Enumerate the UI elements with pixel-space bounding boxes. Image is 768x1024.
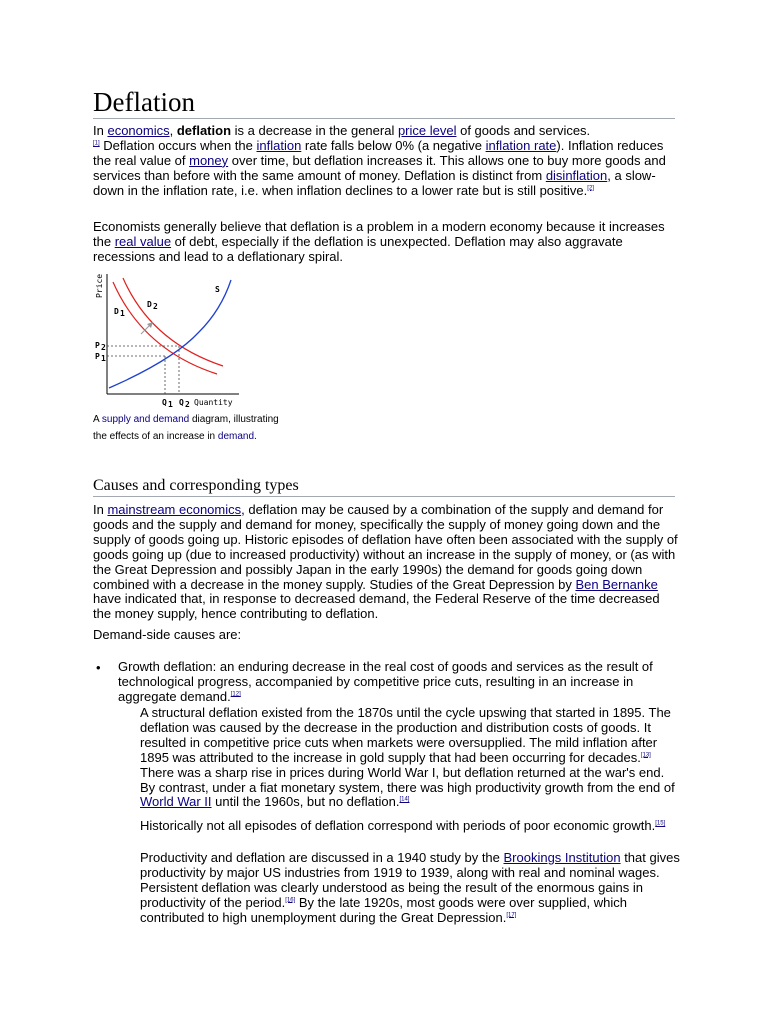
supply-label: S xyxy=(215,285,220,294)
svg-text:D: D xyxy=(114,307,119,316)
text: have indicated that, in response to decreased demand, the Federal Reserve of the time decreased the money supply, hence contributing to deflation. xyxy=(93,591,660,622)
link-disinflation[interactable]: disinflation xyxy=(545,167,608,183)
d1-label xyxy=(114,307,125,318)
text: A xyxy=(93,414,102,425)
citation-12[interactable]: [12] xyxy=(230,691,241,698)
q1-label xyxy=(162,398,173,409)
svg-text:D: D xyxy=(147,300,152,309)
link-ben-bernanke[interactable]: Ben Bernanke xyxy=(575,576,658,592)
text: There was a sharp rise in prices during World War I, but deflation returned at the war's end. By contrast, under a fiat monetary system, there was high productivity growth from the end of xyxy=(140,764,675,795)
text: Deflation occurs when the xyxy=(99,137,257,153)
text: , a slow-down in the inflation rate, i.e. when inflation declines to a lower rate but is still positive. xyxy=(93,167,656,198)
economists-paragraph xyxy=(93,220,678,265)
link-price-level[interactable]: price level xyxy=(397,123,457,138)
link-supply-and-demand[interactable]: supply and demand xyxy=(101,414,190,425)
text: rate falls below 0% (a negative xyxy=(301,137,486,153)
diagram-caption xyxy=(93,412,308,445)
text: Historically not all episodes of deflation correspond with periods of poor economic growth. xyxy=(140,818,656,833)
text: the effects of an increase in xyxy=(93,430,218,442)
page-title: Deflation xyxy=(93,86,675,119)
text: of debt, especially if the deflation is unexpected. Deflation may also aggravate recessions and lead to a deflationary spiral. xyxy=(93,233,623,264)
demand-side-intro: Demand-side causes are: xyxy=(93,627,242,642)
link-money[interactable]: money xyxy=(189,152,229,168)
q2-label xyxy=(179,398,190,409)
svg-text:2: 2 xyxy=(153,302,158,311)
quantity-axis-label: Quantity xyxy=(194,398,233,407)
supply-curve xyxy=(109,280,231,388)
svg-text:P: P xyxy=(95,341,100,350)
bold-term: deflation xyxy=(176,123,232,138)
text: Growth deflation: an enduring decrease in the real cost of goods and services as the result of technological progress, accompanied by competitive price cuts, resulting in an increase in aggregate demand. xyxy=(118,659,653,704)
svg-text:1: 1 xyxy=(168,400,173,409)
text: A structural deflation existed from the 1870s until the cycle upswing that started in 1895. The deflation was caused by the decrease in the production and distribution costs of goods. It resulted in competitive price cuts when markets were oversupplied. The mild inflation after 1895 was attributed to the increase in gold supply that had been occurring for decades. xyxy=(140,705,671,765)
svg-text:2: 2 xyxy=(185,400,190,409)
text: Productivity and deflation are discussed in a 1940 study by the xyxy=(140,850,504,865)
svg-text:1: 1 xyxy=(101,354,106,363)
text: diagram, illustrating xyxy=(189,414,279,425)
p1-label xyxy=(95,352,106,363)
svg-text:2: 2 xyxy=(101,343,106,352)
text: over time, but deflation increases it. This allows one to buy more goods and services than before with the same amount of money. Deflation is distinct from xyxy=(93,152,666,183)
intro-paragraph xyxy=(93,124,678,199)
link-brookings-institution[interactable]: Brookings Institution xyxy=(503,850,621,865)
text: that gives productivity by major US industries from 1919 to 1939, along with real and nominal wages. Persistent deflation was clearly understood as being the result of the enormous gains in productivity of the period. xyxy=(140,850,680,910)
link-inflation[interactable]: inflation xyxy=(256,137,302,153)
bullet-marker: • xyxy=(96,660,101,675)
link-inflation-rate[interactable]: inflation rate xyxy=(485,137,557,153)
citation-13[interactable]: [13] xyxy=(640,752,651,759)
link-economics[interactable]: economics xyxy=(107,123,170,138)
section-heading-causes: Causes and corresponding types xyxy=(93,476,675,497)
supply-demand-diagram xyxy=(93,270,243,410)
productivity-paragraph xyxy=(140,851,680,926)
historical-paragraph xyxy=(140,819,680,834)
text: ). Inflation reduces the real value of xyxy=(93,137,664,168)
text: , xyxy=(169,123,177,138)
text: is a decrease in the general xyxy=(231,123,398,138)
citation-14[interactable]: [14] xyxy=(399,797,410,804)
svg-text:P: P xyxy=(95,352,100,361)
citation-2[interactable]: [2] xyxy=(587,185,594,192)
text: By the late 1920s, most goods were over supplied, which contributed to high unemployment during the Great Depression. xyxy=(140,894,627,925)
text: Economists generally believe that deflation is a problem in a modern economy because it increases the xyxy=(93,219,665,249)
svg-text:Q: Q xyxy=(162,398,167,407)
citation-15[interactable]: [15] xyxy=(655,820,666,827)
link-real-value[interactable]: real value xyxy=(114,233,172,249)
text: In xyxy=(93,502,108,517)
citation-17[interactable]: [17] xyxy=(506,912,517,919)
causes-paragraph xyxy=(93,503,678,622)
text: , deflation may be caused by a combination of the supply and demand for goods and the supply and demand for money, specifically the supply of money going down and the supply of goods going up. Historic episodes of deflation have often been associated with the supply of goods going up (due to increased productivity) without an increase in the supply of money, or (as with the Great Depression and possibly Japan in the early 1990s) the demand for goods going down combined with a decrease in the money supply. Studies of the Great Depression by xyxy=(93,502,678,592)
price-axis-label: Price xyxy=(95,273,104,298)
text: . xyxy=(254,430,257,442)
structural-deflation-paragraph xyxy=(140,706,680,810)
text: In xyxy=(93,123,108,138)
svg-text:1: 1 xyxy=(120,309,125,318)
citation-1[interactable]: [1] xyxy=(93,140,100,147)
text: of goods and services. xyxy=(456,123,591,138)
link-world-war-ii[interactable]: World War II xyxy=(140,794,212,810)
link-mainstream-economics[interactable]: mainstream economics xyxy=(107,502,242,517)
svg-text:Q: Q xyxy=(179,398,184,407)
citation-16[interactable]: [16] xyxy=(285,897,296,904)
text: until the 1960s, but no deflation. xyxy=(211,794,400,810)
p2-label xyxy=(95,341,106,352)
d2-label xyxy=(147,300,158,311)
link-demand[interactable]: demand xyxy=(217,430,255,442)
growth-deflation-item xyxy=(118,660,680,705)
